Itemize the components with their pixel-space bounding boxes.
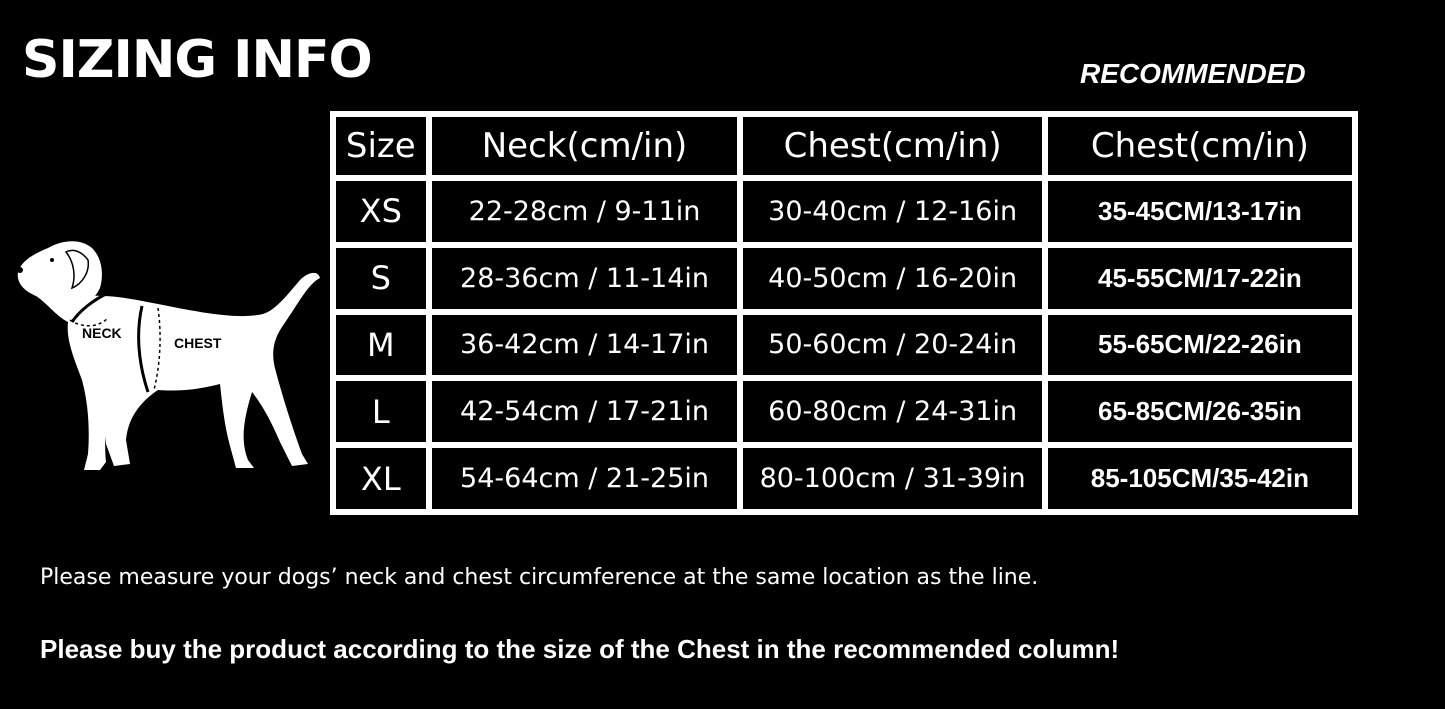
neck-cell: 54-64cm / 21-25in xyxy=(429,445,741,512)
dog-measurement-illustration xyxy=(8,232,328,482)
table-row xyxy=(333,178,1355,245)
dog-eye xyxy=(50,258,54,262)
dog-chest-label: CHEST xyxy=(174,335,222,351)
size-cell: M xyxy=(333,312,429,379)
table-row xyxy=(333,445,1355,512)
neck-cell: 28-36cm / 11-14in xyxy=(429,245,741,312)
size-cell: XL xyxy=(333,445,429,512)
neck-cell: 36-42cm / 14-17in xyxy=(429,312,741,379)
page-title: SIZING INFO xyxy=(22,30,372,90)
dog-neck-label: NECK xyxy=(82,325,122,341)
header-size: Size xyxy=(333,114,429,178)
table-row xyxy=(333,245,1355,312)
neck-cell: 42-54cm / 17-21in xyxy=(429,378,741,445)
chest-cell: 40-50cm / 16-20in xyxy=(740,245,1044,312)
size-cell: XS xyxy=(333,178,429,245)
table-header-row xyxy=(333,114,1355,178)
buy-instruction: Please buy the product according to the size of the Chest in the recommended column! xyxy=(40,634,1120,664)
recommended-chest-cell: 45-55CM/17-22in xyxy=(1045,245,1355,312)
dog-nose xyxy=(17,267,23,273)
recommended-chest-cell: 85-105CM/35-42in xyxy=(1045,445,1355,512)
header-neck: Neck(cm/in) xyxy=(429,114,741,178)
chest-cell: 60-80cm / 24-31in xyxy=(740,378,1044,445)
chest-cell: 30-40cm / 12-16in xyxy=(740,178,1044,245)
recommended-chest-cell: 35-45CM/13-17in xyxy=(1045,178,1355,245)
recommended-chest-cell: 55-65CM/22-26in xyxy=(1045,312,1355,379)
header-recommended-chest: Chest(cm/in) xyxy=(1045,114,1355,178)
chest-cell: 50-60cm / 20-24in xyxy=(740,312,1044,379)
size-cell: S xyxy=(333,245,429,312)
table-row xyxy=(333,312,1355,379)
table-row xyxy=(333,378,1355,445)
dog-silhouette xyxy=(18,241,320,470)
neck-cell: 22-28cm / 9-11in xyxy=(429,178,741,245)
size-cell: L xyxy=(333,378,429,445)
measure-instruction: Please measure your dogs’ neck and chest circumference at the same location as the line. xyxy=(40,565,1039,590)
recommended-label: RECOMMENDED xyxy=(1080,58,1306,89)
sizing-table xyxy=(330,111,1358,515)
header-chest: Chest(cm/in) xyxy=(740,114,1044,178)
chest-cell: 80-100cm / 31-39in xyxy=(740,445,1044,512)
recommended-chest-cell: 65-85CM/26-35in xyxy=(1045,378,1355,445)
